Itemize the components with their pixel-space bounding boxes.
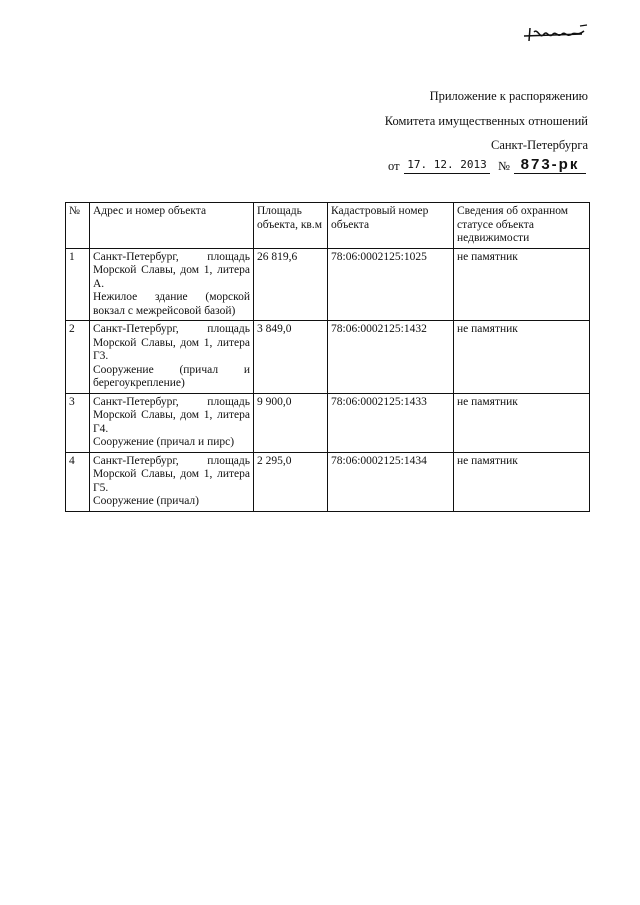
header-line-attachment: Приложение к распоряжению	[429, 89, 588, 103]
row-cadastral: 78:06:0002125:1433	[328, 393, 454, 452]
row-number: 1	[66, 248, 90, 321]
header-line-committee: Комитета имущественных отношений	[384, 113, 588, 128]
row-cadastral: 78:06:0002125:1025	[328, 248, 454, 321]
row-status: не памятник	[454, 393, 590, 452]
row-area: 2 295,0	[254, 452, 328, 511]
row-address	[90, 321, 254, 394]
row-address	[90, 393, 254, 452]
handwritten-signature-icon	[520, 22, 590, 46]
header-number: №	[66, 203, 90, 249]
date-label: от	[388, 159, 400, 173]
number-label: №	[498, 159, 510, 173]
row-number: 2	[66, 321, 90, 394]
object-type: Нежилое здание (морской вокзал с межрейсовой базой)	[93, 291, 250, 317]
header-cadastral: Кадастровый номер объекта	[328, 203, 454, 249]
row-cadastral: 78:06:0002125:1434	[328, 452, 454, 511]
object-type: Сооружение (причал и пирс)	[93, 436, 235, 448]
table-row	[66, 393, 590, 452]
table-row	[66, 321, 590, 394]
row-number: 3	[66, 393, 90, 452]
address-text: Санкт-Петербург, площадь Морской Славы, дом 1, литера Г4.	[93, 395, 250, 435]
number-value: 873-рк	[514, 157, 586, 174]
table-row	[66, 248, 590, 321]
row-area: 26 819,6	[254, 248, 328, 321]
row-status: не памятник	[454, 248, 590, 321]
row-number: 4	[66, 452, 90, 511]
header-area: Площадь объекта, кв.м	[254, 203, 328, 249]
row-area: 3 849,0	[254, 321, 328, 394]
address-text: Санкт-Петербург, площадь Морской Славы, дом 1, литера А.	[93, 250, 250, 290]
document-date-number	[388, 156, 588, 176]
row-status: не памятник	[454, 452, 590, 511]
row-cadastral: 78:06:0002125:1432	[328, 321, 454, 394]
address-text: Санкт-Петербург, площадь Морской Славы, дом 1, литера Г3.	[93, 323, 250, 362]
row-status: не памятник	[454, 321, 590, 394]
objects-table	[65, 202, 590, 512]
object-type: Сооружение (причал и берегоукрепление)	[93, 363, 250, 389]
header-line-city: Санкт-Петербурга	[490, 138, 588, 152]
row-area: 9 900,0	[254, 393, 328, 452]
attachment-header	[288, 90, 588, 164]
row-address	[90, 452, 254, 511]
address-text: Санкт-Петербург, площадь Морской Славы, дом 1, литера Г5.	[93, 454, 250, 494]
header-address: Адрес и номер объекта	[90, 203, 254, 249]
date-value: 17. 12. 2013	[404, 157, 490, 174]
header-status: Сведения об охранном статусе объекта недвижимости	[454, 203, 590, 249]
table-header-row	[66, 203, 590, 249]
table-row	[66, 452, 590, 511]
object-type: Сооружение (причал)	[93, 495, 199, 507]
row-address	[90, 248, 254, 321]
